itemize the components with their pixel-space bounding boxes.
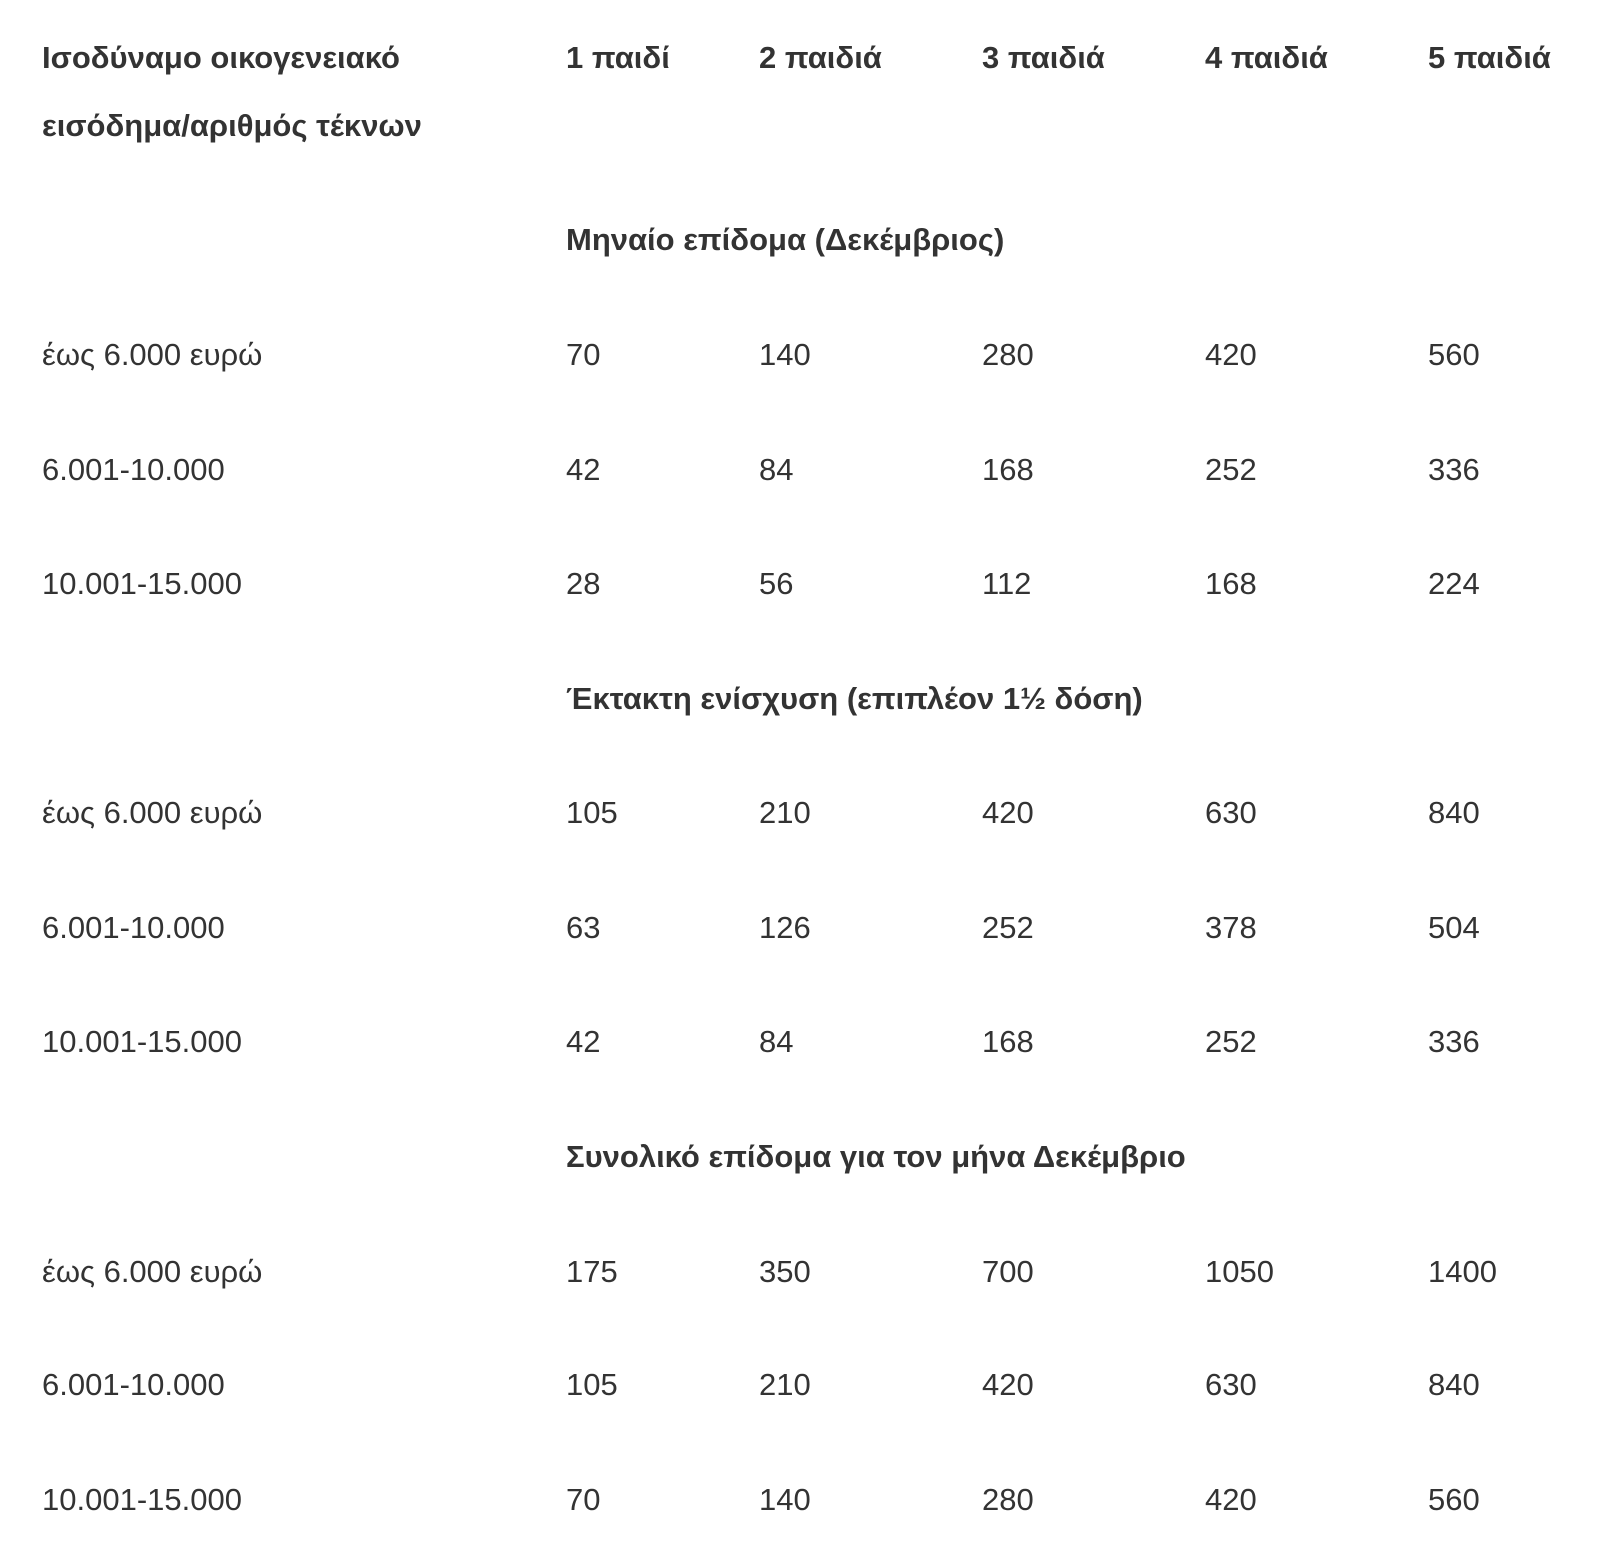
section-title-extraordinary: Έκτακτη ενίσχυση (επιπλέον 1½ δόση) xyxy=(566,681,1143,716)
table-row xyxy=(0,1367,1600,1402)
value-cell: 280 xyxy=(982,337,1034,372)
value-cell: 70 xyxy=(566,1482,601,1517)
value-cell: 140 xyxy=(759,337,811,372)
value-cell: 336 xyxy=(1428,452,1480,487)
income-header-line2: εισόδημα/αριθμός τέκνων xyxy=(42,108,422,143)
value-cell: 420 xyxy=(1205,337,1257,372)
section-title-row xyxy=(0,681,1600,716)
column-header-4-children: 4 παιδιά xyxy=(1205,40,1328,75)
income-header-line1: Ισοδύναμο οικογενειακό xyxy=(42,40,400,75)
value-cell: 105 xyxy=(566,1367,618,1402)
value-cell: 105 xyxy=(566,795,618,830)
table-row xyxy=(0,337,1600,372)
value-cell: 224 xyxy=(1428,566,1480,601)
value-cell: 840 xyxy=(1428,1367,1480,1402)
value-cell: 252 xyxy=(982,910,1034,945)
value-cell: 42 xyxy=(566,1024,601,1059)
value-cell: 28 xyxy=(566,566,601,601)
value-cell: 168 xyxy=(982,452,1034,487)
column-header-5-children: 5 παιδιά xyxy=(1428,40,1551,75)
value-cell: 420 xyxy=(982,1367,1034,1402)
section-title-total: Συνολικό επίδομα για τον μήνα Δεκέμβριο xyxy=(566,1139,1186,1174)
header-row xyxy=(0,40,1600,75)
value-cell: 210 xyxy=(759,1367,811,1402)
value-cell: 84 xyxy=(759,1024,794,1059)
income-bracket-label: έως 6.000 ευρώ xyxy=(42,337,263,372)
value-cell: 252 xyxy=(1205,452,1257,487)
income-bracket-label: 10.001-15.000 xyxy=(42,1024,242,1059)
header-row-continuation xyxy=(0,108,1600,143)
table-row xyxy=(0,1024,1600,1059)
value-cell: 42 xyxy=(566,452,601,487)
value-cell: 210 xyxy=(759,795,811,830)
value-cell: 840 xyxy=(1428,795,1480,830)
value-cell: 280 xyxy=(982,1482,1034,1517)
value-cell: 420 xyxy=(982,795,1034,830)
value-cell: 560 xyxy=(1428,337,1480,372)
income-bracket-label: έως 6.000 ευρώ xyxy=(42,795,263,830)
value-cell: 420 xyxy=(1205,1482,1257,1517)
income-bracket-label: έως 6.000 ευρώ xyxy=(42,1254,263,1289)
section-title-monthly: Μηναίο επίδομα (Δεκέμβριος) xyxy=(566,222,1005,257)
value-cell: 1400 xyxy=(1428,1254,1497,1289)
value-cell: 70 xyxy=(566,337,601,372)
table-row xyxy=(0,1482,1600,1517)
value-cell: 560 xyxy=(1428,1482,1480,1517)
table-row xyxy=(0,1254,1600,1289)
section-title-row xyxy=(0,222,1600,257)
column-header-2-children: 2 παιδιά xyxy=(759,40,882,75)
value-cell: 168 xyxy=(982,1024,1034,1059)
column-header-1-child: 1 παιδί xyxy=(566,40,670,75)
section-title-row xyxy=(0,1139,1600,1174)
value-cell: 140 xyxy=(759,1482,811,1517)
value-cell: 378 xyxy=(1205,910,1257,945)
value-cell: 350 xyxy=(759,1254,811,1289)
table-row xyxy=(0,910,1600,945)
value-cell: 112 xyxy=(982,566,1032,601)
value-cell: 56 xyxy=(759,566,794,601)
column-header-3-children: 3 παιδιά xyxy=(982,40,1105,75)
income-bracket-label: 6.001-10.000 xyxy=(42,910,225,945)
value-cell: 504 xyxy=(1428,910,1480,945)
value-cell: 168 xyxy=(1205,566,1257,601)
table-row xyxy=(0,452,1600,487)
value-cell: 175 xyxy=(566,1254,618,1289)
value-cell: 700 xyxy=(982,1254,1034,1289)
table-row xyxy=(0,795,1600,830)
table-row xyxy=(0,566,1600,601)
income-bracket-label: 10.001-15.000 xyxy=(42,1482,242,1517)
value-cell: 126 xyxy=(759,910,811,945)
value-cell: 1050 xyxy=(1205,1254,1274,1289)
income-bracket-label: 6.001-10.000 xyxy=(42,1367,225,1402)
income-bracket-label: 6.001-10.000 xyxy=(42,452,225,487)
value-cell: 84 xyxy=(759,452,794,487)
income-bracket-label: 10.001-15.000 xyxy=(42,566,242,601)
value-cell: 336 xyxy=(1428,1024,1480,1059)
value-cell: 63 xyxy=(566,910,601,945)
value-cell: 252 xyxy=(1205,1024,1257,1059)
value-cell: 630 xyxy=(1205,795,1257,830)
value-cell: 630 xyxy=(1205,1367,1257,1402)
